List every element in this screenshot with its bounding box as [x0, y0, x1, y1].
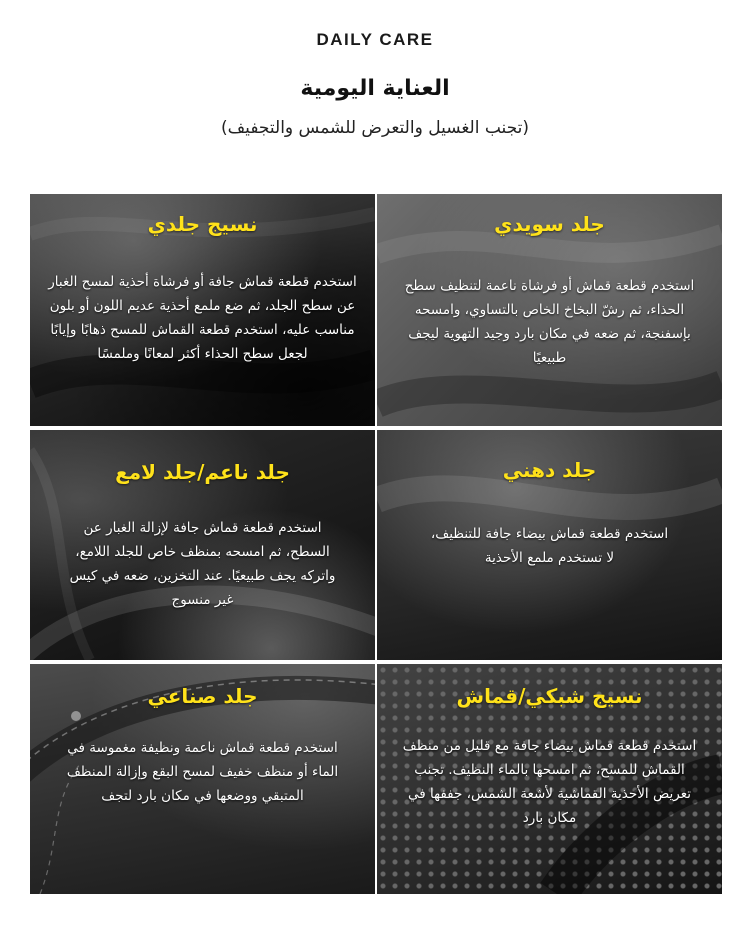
panel-soft-patent-leather: [30, 430, 375, 660]
panel-body: استخدم قطعة قماش بيضاء جافة مع قليل من منظف القماش للمسح، ثم امسحها بالماء النظيف. تجنب تعريض الأحذية القماشية لأشعة الشمس، جففها في مكان بارد: [402, 738, 697, 826]
panel-body: استخدم قطعة قماش جافة أو فرشاة أحذية لمسح الغبار عن سطح الجلد، ثم ضع ملمع أحذية عديم اللون أو بلون مناسب عليه، استخدم قطعة القماش للمسح ذهابًا وإيابًا لجعل سطح الحذاء أكثر لمعانًا وملمسًا: [48, 274, 357, 362]
panel-title: جلد ناعم/جلد لامع: [115, 460, 290, 484]
panel-body: استخدم قطعة قماش ناعمة ونظيفة مغموسة في الماء أو منظف خفيف لمسح البقع وإزالة المنظف المتبقي ووضعها في مكان بارد لتجف: [66, 740, 339, 804]
care-grid: [30, 194, 722, 894]
panel-mesh-fabric: [377, 664, 722, 894]
panel-title: جلد دهني: [502, 458, 597, 482]
panel-leather-texture: [30, 194, 375, 426]
panel-suede: [377, 194, 722, 426]
page-title: العناية اليومية: [300, 76, 450, 101]
page-header: [0, 0, 750, 190]
panel-title: نسيج جلدي: [147, 212, 258, 236]
panel-synthetic-leather: [30, 664, 375, 894]
panel-title: جلد صناعي: [147, 684, 258, 708]
panel-body: استخدم قطعة قماش أو فرشاة ناعمة لتنظيف سطح الحذاء، ثم رشّ البخاخ الخاص بالتساوي، وامسحه بإسفنجة، ثم ضعه في مكان بارد وجيد التهوية ليجف طبيعيًا: [404, 278, 695, 366]
panel-title: نسيج شبكي/قماش: [456, 684, 643, 708]
page-subtitle: (تجنب الغسيل والتعرض للشمس والتجفيف): [220, 118, 530, 138]
panel-oiled-leather: [377, 430, 722, 660]
panel-body: استخدم قطعة قماش بيضاء جافة للتنظيف، لا تستخدم ملمع الأحذية: [430, 526, 669, 566]
panel-body: استخدم قطعة قماش جافة لإزالة الغبار عن السطح، ثم امسحه بمنظف خاص للجلد اللامع، واتركه يجف طبيعيًا. عند التخزين، ضعه في كيس غير منسوج: [69, 520, 336, 608]
brand-heading: DAILY CARE: [316, 30, 434, 49]
panel-title: جلد سويدي: [494, 212, 605, 236]
